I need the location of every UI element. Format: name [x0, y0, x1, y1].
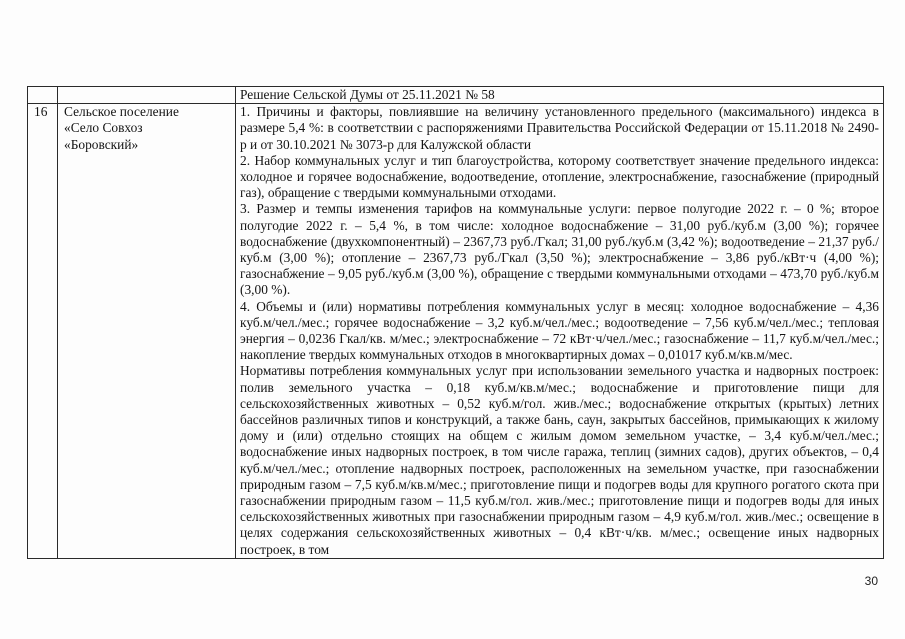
settlement-name-line-1: Сельское поселение — [64, 104, 179, 120]
paragraph-services-set: 2. Набор коммунальных услуг и тип благоустройства, которому соответствует значение предельного индекса: холодное и горячее водоснабжение, водоотведение, отопление, электроснабжение, газоснабжение (природный газ), обращение с твердыми коммунальными отходами. — [240, 152, 879, 201]
tariff-table — [27, 86, 884, 559]
table-header-row — [28, 87, 884, 104]
paragraph-land-norms: Нормативы потребления коммунальных услуг при использовании земельного участка и надворных построек: полив земельного участка – 0,18 куб.м/кв.м/мес.; водоснабжение и приготовление пищи для сельскохозяйственных животных – 0,52 куб.м/гол. жив./мес.; водоснабжение открытых (крытых) летних бассейнов различных типов и конструкций, а также бань, саун, закрытых бассейнов, примыкающих к жилому дому и (или) отдельно стоящих на общем с жилым домом земельном участке, – 3,4 куб.м/чел./мес.; водоснабжение иных надворных построек, в том числе гаража, теплиц (зимних садов), других объектов, – 0,4 куб.м/чел./мес.; отопление надворных построек, расположенных на земельном участке, при газоснабжении природным газом – 7,5 куб.м/кв.м/мес.; приготовление пищи и подогрев воды для крупного рогатого скота при газоснабжении природным газом – 11,5 куб.м/гол. жив./мес.; приготовление пищи и подогрев воды для иных сельскохозяйственных животных при газоснабжении природным газом – 4,9 куб.м/гол. жив./мес.; освещение в целях содержания сельскохозяйственных животных – 0,4 кВт·ч/кв. м/мес.; освещение иных надворных построек, в том — [240, 363, 879, 557]
header-empty-cell-2 — [58, 87, 236, 104]
paragraph-volumes: 4. Объемы и (или) нормативы потребления коммунальных услуг в месяц: холодное водоснабжение – 4,36 куб.м/чел./мес.; горячее водоснабжение – 3,2 куб.м/чел./мес.; водоотведение – 7,56 куб.м/чел./мес.; тепловая энергия – 0,0236 Гкал/кв. м/мес.; электроснабжение – 72 кВт·ч/чел./мес.; газоснабжение – 11,7 куб.м/чел./мес.; накопление твердых коммунальных отходов в многоквартирных домах – 0,01017 куб.м/кв.м/мес. — [240, 298, 879, 363]
page-number: 30 — [864, 574, 878, 588]
header-empty-cell-1 — [28, 87, 58, 104]
table-row — [28, 104, 884, 559]
row-number: 16 — [28, 104, 58, 559]
settlement-name-line-2: «Село Совхоз — [64, 120, 143, 136]
settlement-name-cell — [58, 104, 236, 559]
paragraph-tariffs: 3. Размер и темпы изменения тарифов на коммунальные услуги: первое полугодие 2022 г. – 0 %; второе полугодие 2022 г. – 5,4 %, в том числе: холодное водоснабжение – 31,00 руб./куб.м (3,00 %); горячее водоснабжение (двухкомпонентный) – 2367,73 руб./Гкал; 31,00 руб./куб.м (3,42 %); водоотведение – 21,37 руб./куб.м (3,00 %); отопление – 2367,73 руб./Гкал (3,50 %); электроснабжение – 3,86 руб./кВт·ч (4,00 %); газоснабжение – 9,05 руб./куб.м (3,00 %), обращение с твердыми коммунальными отходами – 473,70 руб./куб.м (3,00 %). — [240, 201, 879, 298]
details-cell — [236, 104, 884, 559]
settlement-name-line-3: «Боровский» — [64, 136, 139, 152]
paragraph-causes: 1. Причины и факторы, повлиявшие на величину установленного предельного (максимального) индекса в размере 5,4 %: в соответствии с распоряжениями Правительства Российской Федерации от 15.11.2018 № 2490-р и от 30.10.2021 № 3073-р для Калужской области — [240, 104, 879, 152]
decision-reference-cell: Решение Сельской Думы от 25.11.2021 № 58 — [236, 87, 884, 104]
